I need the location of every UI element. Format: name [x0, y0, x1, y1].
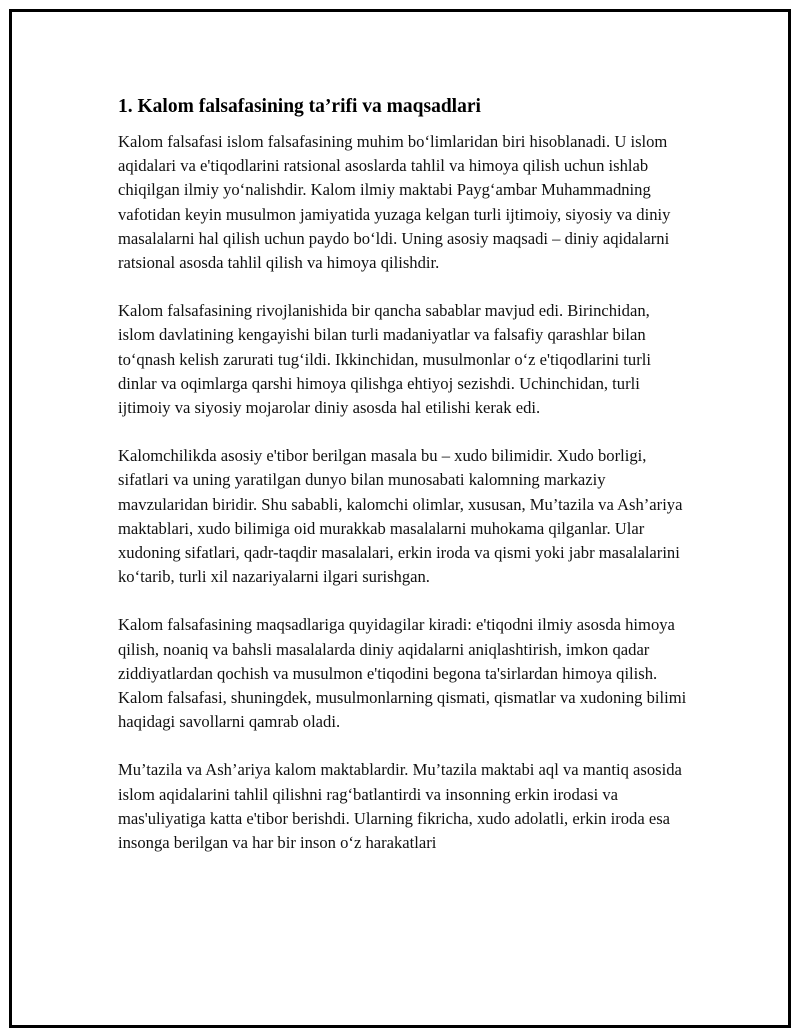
section-heading: 1. Kalom falsafasining ta’rifi va maqsadlari — [118, 96, 481, 117]
paragraph-2: Kalom falsafasining rivojlanishida bir qancha sabablar mavjud edi. Birinchidan, islom davlatining kengayishi bilan turli madaniyatlar va falsafiy qarashlar bilan to‘qnash kelish zarurati tug‘ildi. Ikkinchidan, musulmonlar o‘z e'tiqodlarini turli dinlar va oqimlarga qarshi himoya qilishga ehtiyoj sezishdi. Uchinchidan, turli ijtimoiy va siyosiy mojarolar diniy asosda hal etilishi kerak edi. — [118, 301, 651, 418]
paragraph-5: Mu’tazila va Ash’ariya kalom maktablardir. Mu’tazila maktabi aql va mantiq asosida islom aqidalarini tahlil qilishni rag‘batlantirdi va insonning erkin irodasi va mas'uliyatiga katta e'tibor berishdi. Ularning fikricha, xudo adolatli, erkin iroda esa insonga berilgan va har bir inson o‘z harakatlari — [118, 760, 682, 853]
paragraph-3: Kalomchilikda asosiy e'tibor berilgan masala bu – xudo bilimidir. Xudo borligi, sifatlari va uning yaratilgan dunyo bilan munosabati kalomning markaziy mavzularidan biridir. Shu sababli, kalomchi olimlar, xususan, Mu’tazila va Ash’ariya maktablari, xudo bilimiga oid murakkab masalalarni muhokama qilganlar. Ular xudoning sifatlari, qadr-taqdir masalalari, erkin iroda va qismi yoki jabr masalalarini ko‘tarib, turli xil nazariyalarni ilgari surishgan. — [118, 446, 683, 587]
paragraph-4: Kalom falsafasining maqsadlariga quyidagilar kiradi: e'tiqodni ilmiy asosda himoya qilish, noaniq va bahsli masalalarda diniy aqidalarni aniqlashtirish, imkon qadar ziddiyatlardan qochish va musulmon e'tiqodini begona ta'sirlardan himoya qilish. Kalom falsafasi, shuningdek, musulmonlarning qismati, qismatlar va xudoning bilimi haqidagi savollarni qamrab oladi. — [118, 615, 687, 732]
document-body — [118, 94, 688, 879]
paragraph-1: Kalom falsafasi islom falsafasining muhim bo‘limlaridan biri hisoblanadi. U islom aqidalari va e'tiqodlarini ratsional asoslarda tahlil va himoya qilish uchun ishlab chiqilgan ilmiy yo‘nalishdir. Kalom ilmiy maktabi Payg‘ambar Muhammadning vafotidan keyin musulmon jamiyatida yuzaga kelgan turli ijtimoiy, siyosiy va diniy masalalarni hal qilish uchun paydo bo‘ldi. Uning asosiy maqsadi – diniy aqidalarni ratsional asosda tahlil qilish va himoya qilishdir. — [118, 132, 671, 273]
